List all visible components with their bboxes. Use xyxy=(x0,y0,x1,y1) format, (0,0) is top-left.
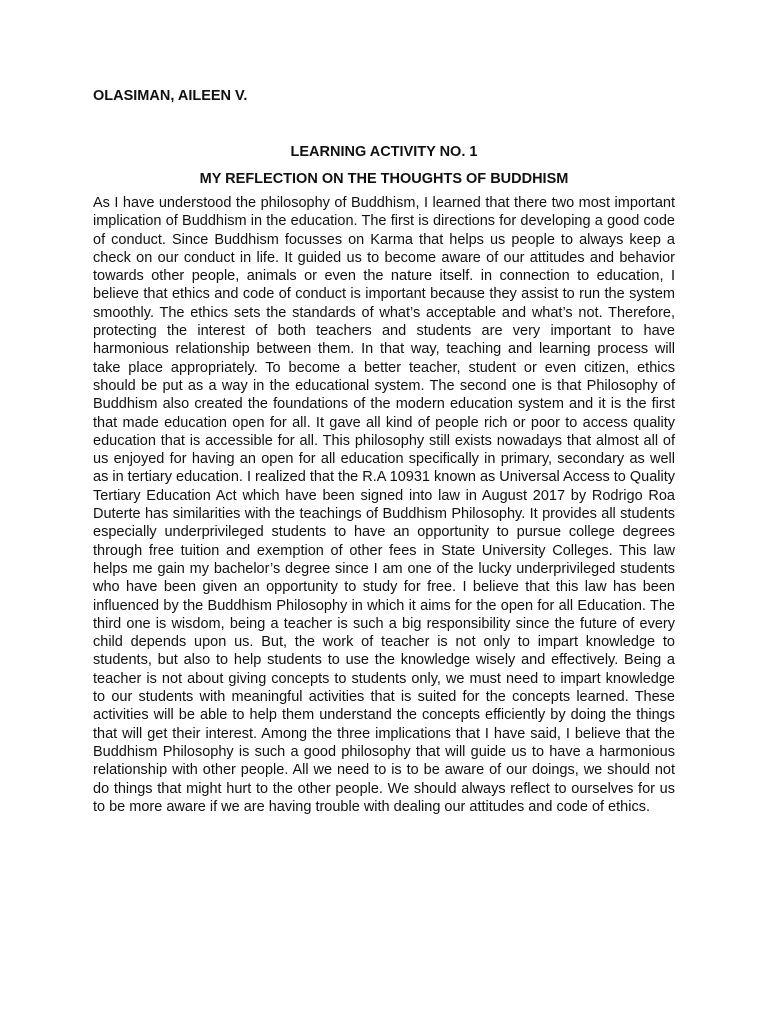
reflection-body: As I have understood the philosophy of Buddhism, I learned that there two most important implication of Buddhism in the education. The first is directions for developing a good code of conduct. Since Buddhism focusses on Karma that helps us people to always keep a check on our conduct in life. It guided us to become aware of our attitudes and behavior towards other people, animals or even the nature itself. in connection to education, I believe that ethics and code of conduct is important because they assist to run the system smoothly. The ethics sets the standards of what’s acceptable and what’s not. Therefore, protecting the interest of both teachers and students are very important to have harmonious relationship between them. In that way, teaching and learning process will take place appropriately. To become a better teacher, student or even citizen, ethics should be put as a way in the educational system. The second one is that Philosophy of Buddhism also created the foundations of the modern education system and it is the first that made education open for all. It gave all kind of people rich or poor to access quality education that is accessible for all. This philosophy still exists nowadays that almost all of us enjoyed for having an open for all education specifically in primary, secondary as well as in tertiary education. I realized that the R.A 10931 known as Universal Access to Quality Tertiary Education Act which have been signed into law in August 2017 by Rodrigo Roa Duterte has similarities with the teachings of Buddhism Philosophy. It provides all students especially underprivileged students to have an opportunity to pursue college degrees through free tuition and exemption of other fees in State University Colleges. This law helps me gain my bachelor’s degree since I am one of the lucky underprivileged students who have been given an opportunity to study for free. I believe that this law has been influenced by the Buddhism Philosophy in which it aims for the open for all Education. The third one is wisdom, being a teacher is such a big responsibility since the future of every child depends upon us. But, the work of teacher is not only to impart knowledge to students, but also to help students to use the knowledge wisely and effectively. Being a teacher is not about giving concepts to students only, we must need to impart knowledge to our students with meaningful activities that is suited for the concepts learned. These activities will be able to help them understand the concepts efficiently by doing the things that will get their interest. Among the three implications that I have said, I believe that the Buddhism Philosophy is such a good philosophy that will guide us to have a harmonious relationship with other people. All we need to is to be aware of our doings, we should not do things that might hurt to the other people. We should always reflect to ourselves for us to be more aware if we are having trouble with dealing our attitudes and code of ethics. xyxy=(93,195,675,815)
activity-title: LEARNING ACTIVITY NO. 1 xyxy=(290,144,478,160)
reflection-title: MY REFLECTION ON THE THOUGHTS OF BUDDHISM xyxy=(199,171,569,187)
author-name: OLASIMAN, AILEEN V. xyxy=(93,88,248,104)
document-page xyxy=(93,87,675,816)
